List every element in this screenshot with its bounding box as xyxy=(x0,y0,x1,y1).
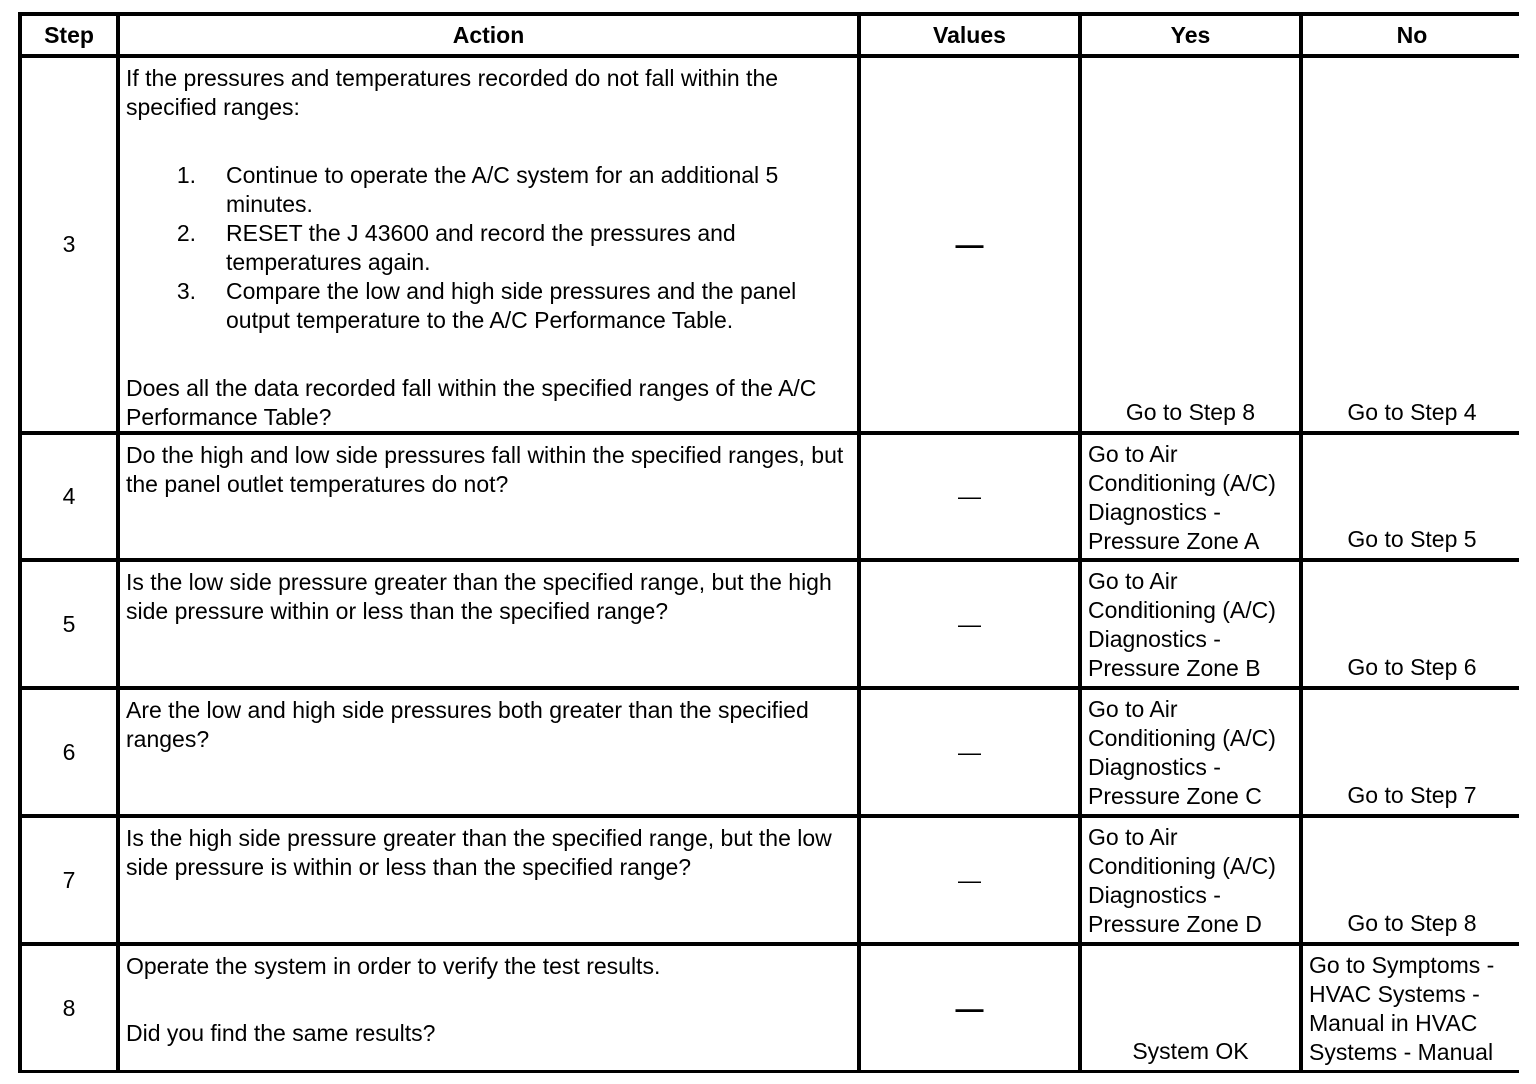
values-cell xyxy=(861,435,1078,558)
action-intro: Operate the system in order to verify the test results. xyxy=(126,953,661,979)
yes-link[interactable]: Go to Air Conditioning (A/C) Diagnostics - Pressure Zone A xyxy=(1088,441,1276,554)
list-item-number: 2. xyxy=(176,220,196,246)
values-dash: — xyxy=(958,483,981,509)
list-item xyxy=(126,277,853,335)
no-cell xyxy=(1303,435,1521,558)
header-action: Action xyxy=(120,16,857,54)
list-item xyxy=(126,161,853,219)
action-cell xyxy=(120,818,857,942)
step-number: 7 xyxy=(22,818,116,942)
yes-link[interactable]: Go to Step 8 xyxy=(1125,399,1256,425)
values-cell xyxy=(861,690,1078,814)
yes-link[interactable]: Go to Air Conditioning (A/C) Diagnostics - Pressure Zone C xyxy=(1088,696,1276,809)
no-link[interactable]: Go to Symptoms - HVAC Systems - Manual in HVAC Systems - Manual xyxy=(1309,952,1495,1065)
yes-cell xyxy=(1082,435,1299,558)
values-dash: — xyxy=(958,610,981,637)
no-link[interactable]: Go to Step 7 xyxy=(1347,782,1477,808)
no-cell xyxy=(1303,58,1521,431)
yes-cell xyxy=(1082,946,1299,1070)
action-text: Are the low and high side pressures both greater than the specified ranges? xyxy=(126,697,809,752)
list-item-text: RESET the J 43600 and record the pressures and temperatures again. xyxy=(226,220,736,275)
yes-cell xyxy=(1082,58,1299,431)
values-dash: — xyxy=(958,866,981,893)
diagnostic-table xyxy=(18,12,1519,1073)
action-text: Do the high and low side pressures fall within the specified ranges, but the panel outlet temperatures do not? xyxy=(126,442,844,497)
values-dash: — xyxy=(955,229,984,260)
no-cell xyxy=(1303,946,1521,1070)
no-link[interactable]: Go to Step 6 xyxy=(1347,654,1477,680)
no-cell xyxy=(1303,818,1521,942)
yes-link[interactable]: Go to Air Conditioning (A/C) Diagnostics - Pressure Zone D xyxy=(1088,824,1276,937)
action-cell xyxy=(120,562,857,686)
action-cell xyxy=(120,946,857,1070)
step-number: 8 xyxy=(22,946,116,1070)
action-question: Did you find the same results? xyxy=(126,1020,436,1046)
step-number: 5 xyxy=(22,562,116,686)
action-cell xyxy=(120,690,857,814)
values-cell xyxy=(861,58,1078,431)
no-cell xyxy=(1303,562,1521,686)
yes-cell xyxy=(1082,818,1299,942)
action-text: Is the high side pressure greater than the specified range, but the low side pressure is within or less than the specified range? xyxy=(126,825,832,880)
values-dash: — xyxy=(958,738,981,765)
yes-link[interactable]: System OK xyxy=(1132,1038,1249,1064)
no-cell xyxy=(1303,690,1521,814)
list-item-text: Compare the low and high side pressures and the panel output temperature to the A/C Performance Table. xyxy=(226,278,797,333)
values-dash: — xyxy=(955,992,984,1024)
action-steps-list xyxy=(126,161,853,335)
list-item-number: 3. xyxy=(176,278,196,304)
step-number: 3 xyxy=(22,58,116,431)
yes-link[interactable]: Go to Air Conditioning (A/C) Diagnostics - Pressure Zone B xyxy=(1088,568,1276,681)
list-item-text: Continue to operate the A/C system for an additional 5 minutes. xyxy=(226,162,779,217)
header-yes: Yes xyxy=(1082,16,1299,54)
action-question: Does all the data recorded fall within the specified ranges of the A/C Performance Table? xyxy=(126,375,817,430)
header-step: Step xyxy=(22,16,116,54)
no-link[interactable]: Go to Step 8 xyxy=(1347,910,1477,936)
action-text: Is the low side pressure greater than the specified range, but the high side pressure within or less than the specified range? xyxy=(126,569,832,624)
action-cell xyxy=(120,58,857,431)
list-item-number: 1. xyxy=(176,162,196,188)
no-link[interactable]: Go to Step 5 xyxy=(1347,526,1477,552)
no-link[interactable]: Go to Step 4 xyxy=(1347,399,1477,425)
list-item xyxy=(126,219,853,277)
values-cell xyxy=(861,946,1078,1070)
yes-cell xyxy=(1082,690,1299,814)
step-number: 4 xyxy=(22,435,116,558)
step-number: 6 xyxy=(22,690,116,814)
action-cell xyxy=(120,435,857,558)
yes-cell xyxy=(1082,562,1299,686)
values-cell xyxy=(861,818,1078,942)
values-cell xyxy=(861,562,1078,686)
action-intro: If the pressures and temperatures recorded do not fall within the specified ranges: xyxy=(126,65,779,120)
header-values: Values xyxy=(861,16,1078,54)
header-no: No xyxy=(1303,16,1521,54)
